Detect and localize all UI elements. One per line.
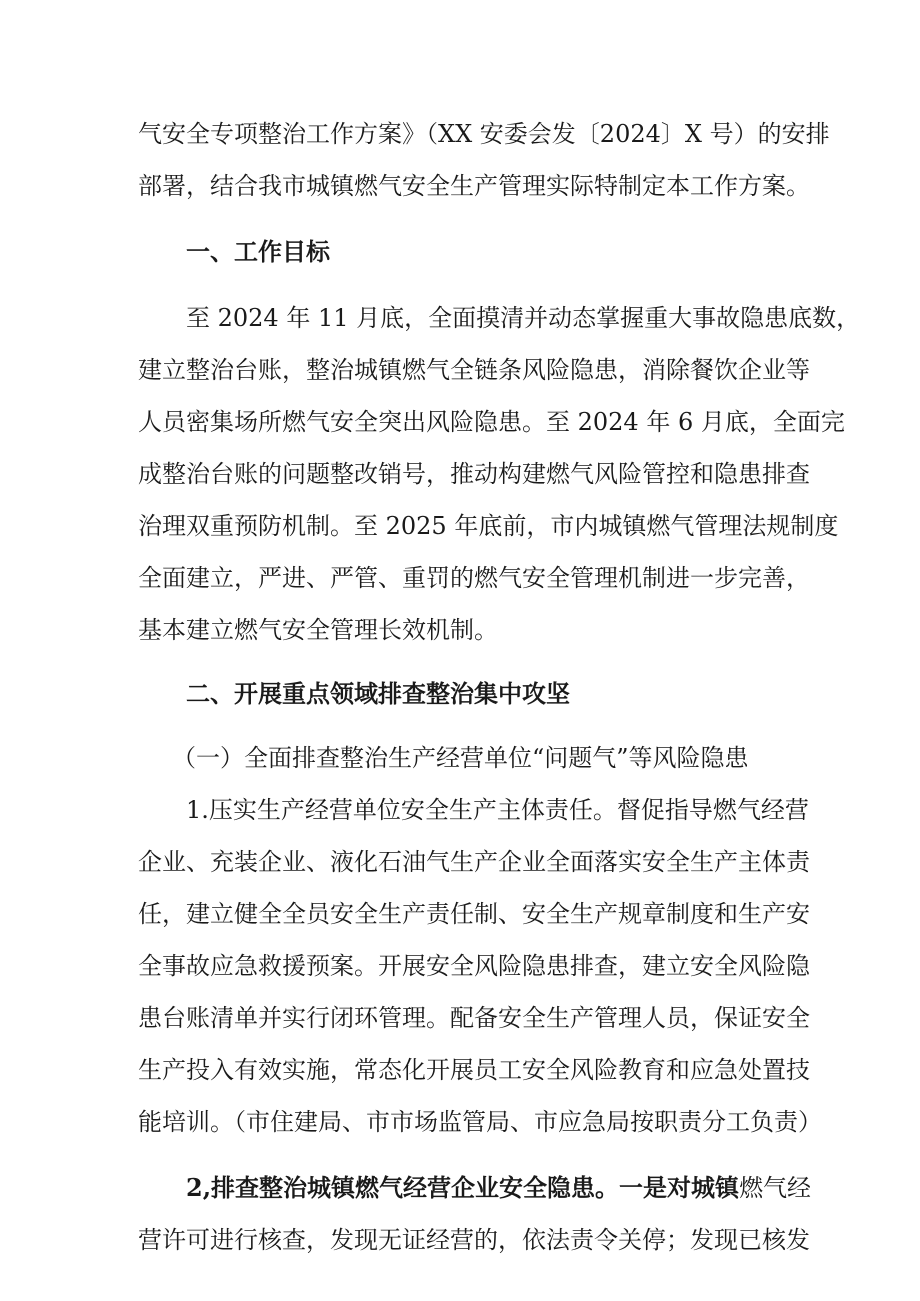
item1-line-5: 患台账清单并实行闭环管理。配备安全生产管理人员，保证安全 xyxy=(138,1004,810,1032)
item2-line1-rest: 燃气经 xyxy=(739,1174,812,1202)
item1-line-2: 企业、充装企业、液化石油气生产企业全面落实安全生产主体责 xyxy=(138,848,810,876)
item1-line-4: 全事故应急救援预案。开展安全风险隐患排查，建立安全风险隐 xyxy=(138,952,810,980)
subsection-heading-1: （一）全面排查整治生产经营单位“问题气”等风险隐患 xyxy=(172,744,749,772)
section1-line-7: 基本建立燃气安全管理长效机制。 xyxy=(138,616,498,644)
intro-line-1: 气安全专项整治工作方案》（XX 安委会发〔2024〕X 号）的安排 xyxy=(138,120,830,148)
section1-line-6: 全面建立，严进、严管、重罚的燃气安全管理机制进一步完善， xyxy=(138,564,810,592)
section1-line-4: 成整治台账的问题整改销号，推动构建燃气风险管控和隐患排查 xyxy=(138,460,810,488)
item1-line-7: 能培训。（市住建局、市市场监管局、市应急局按职责分工负责） xyxy=(138,1108,822,1136)
item1-line-1: 1.压实生产经营单位安全生产主体责任。督促指导燃气经营 xyxy=(186,796,809,824)
item2-bold-lead: 2,排查整治城镇燃气经营企业安全隐患。一是对城镇 xyxy=(186,1173,740,1202)
section1-line-1: 至 2024 年 11 月底，全面摸清并动态掌握重大事故隐患底数， xyxy=(186,304,861,332)
section-heading-work-goals: 一、工作目标 xyxy=(186,238,330,266)
item1-line-3: 任，建立健全全员安全生产责任制、安全生产规章制度和生产安 xyxy=(138,900,810,928)
intro-line-2: 部署，结合我市城镇燃气安全生产管理实际特制定本工作方案。 xyxy=(138,172,810,200)
section1-line-3: 人员密集场所燃气安全突出风险隐患。至 2024 年 6 月底，全面完 xyxy=(138,408,845,436)
section-heading-key-areas: 二、开展重点领域排查整治集中攻坚 xyxy=(186,680,570,708)
section1-line-2: 建立整治台账，整治城镇燃气全链条风险隐患，消除餐饮企业等 xyxy=(138,356,810,384)
section1-line-5: 治理双重预防机制。至 2025 年底前，市内城镇燃气管理法规制度 xyxy=(138,512,839,540)
item2-line-2: 营许可进行核查，发现无证经营的，依法责令关停；发现已核发 xyxy=(138,1226,810,1254)
item1-line-6: 生产投入有效实施，常态化开展员工安全风险教育和应急处置技 xyxy=(138,1056,810,1084)
item2-line-1 xyxy=(186,1172,812,1204)
